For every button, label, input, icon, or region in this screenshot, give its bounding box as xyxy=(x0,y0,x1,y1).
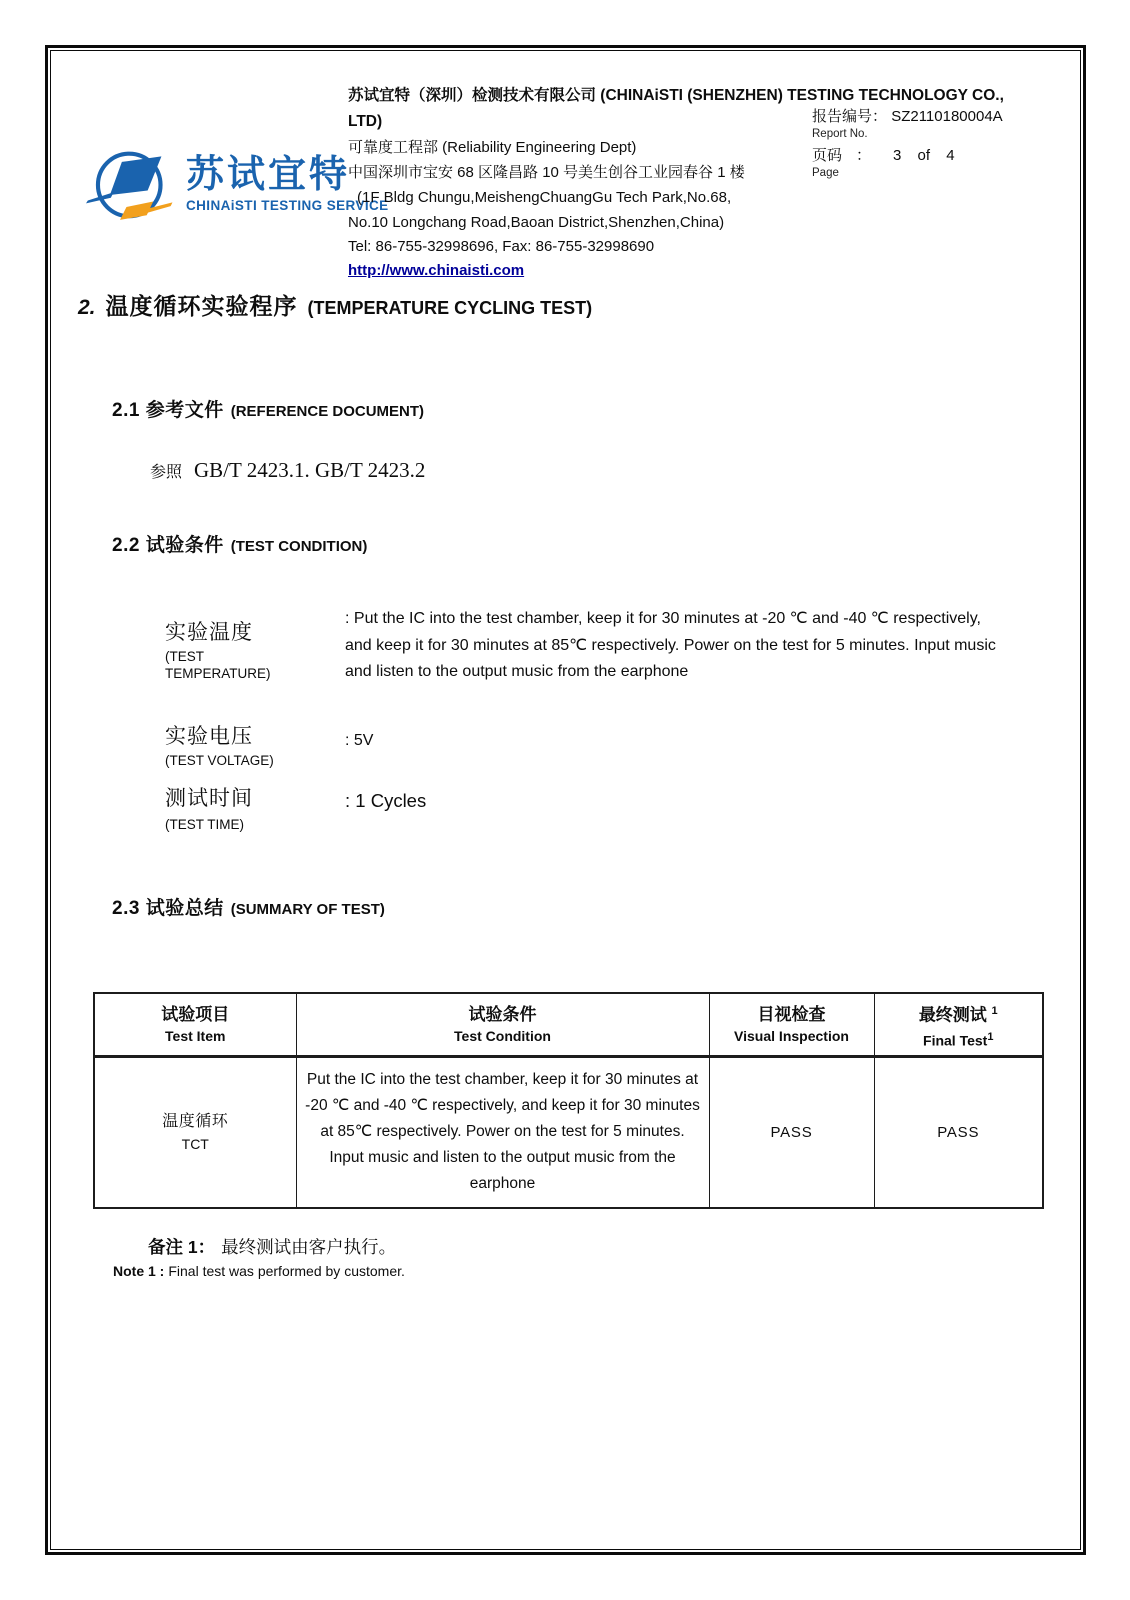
test-voltage-value: : 5V xyxy=(345,732,374,749)
company-name: 苏试宜特（深圳）检测技术有限公司 (CHINAiSTI (SHENZHEN) TESTING TECHNOLOGY CO., LTD) xyxy=(348,87,1004,130)
test-time-value: : 1 Cycles xyxy=(345,790,427,811)
cell-test-item: 温度循环 TCT xyxy=(94,1056,296,1208)
test-voltage-label-cn: 实验电压 xyxy=(165,725,253,748)
section-2-2-heading-en: (TEST CONDITION) xyxy=(230,538,368,555)
company-address-en-line2: No.10 Longchang Road,Baoan District,Shenzhen,China) xyxy=(348,214,725,231)
section-2-2-heading-cn: 2.2 试验条件 xyxy=(112,535,224,556)
header-visual-inspection: 目视检查 Visual Inspection xyxy=(709,993,874,1056)
page-number-value: 3 of 4 xyxy=(893,147,955,164)
note-1-cn-text: 最终测试由客户执行。 xyxy=(221,1237,397,1257)
header-final-test: 最终测试 $^1$ Final Test$^1$ xyxy=(874,993,1043,1056)
test-time-label-en: (TEST TIME) xyxy=(165,817,245,832)
report-no-label-cn: 报告编号： xyxy=(812,108,888,125)
summary-table-header-row xyxy=(94,993,1043,1056)
section-2-title-en: (TEMPERATURE CYCLING TEST) xyxy=(307,298,593,318)
reference-document-body xyxy=(150,458,425,483)
company-address-cn: 中国深圳市宝安 68 区隆昌路 10 号美生创谷工业园春谷 1 楼 xyxy=(348,164,745,181)
report-meta xyxy=(812,107,1084,185)
page-label-en: Page xyxy=(812,167,839,179)
note-1-en-text: Final test was performed by customer. xyxy=(168,1263,405,1279)
reference-standards: GB/T 2423.1. GB/T 2423.2 xyxy=(194,458,426,482)
header-test-item: 试验项目 Test Item xyxy=(94,993,296,1056)
section-2-3-heading-en: (SUMMARY OF TEST) xyxy=(230,901,385,918)
cell-test-condition: Put the IC into the test chamber, keep it for 30 minutes at -20 ℃ and -40 ℃ respectively, and keep it for 30 minutes at 85℃ respectively. Power on the test for 5 minutes. Input music and listen to the output music from the earphone xyxy=(296,1056,709,1208)
test-time-label-cn: 测试时间 xyxy=(165,787,253,810)
note-1-cn xyxy=(148,1234,396,1259)
section-2-1-heading xyxy=(112,395,424,422)
section-2-title-cn: 温度循环实验程序 xyxy=(105,293,298,319)
logo-cn-text: 苏试宜特 xyxy=(186,153,351,196)
test-temperature-label-en: (TEST TEMPERATURE) xyxy=(165,649,271,681)
company-tel-fax: Tel: 86-755-32998696, Fax: 86-755-32998690 xyxy=(348,238,655,255)
report-no-value: SZ2110180004A xyxy=(891,108,1003,125)
chinaisti-logo-icon xyxy=(86,138,178,230)
note-1-en xyxy=(113,1263,405,1279)
test-temperature-value: : Put the IC into the test chamber, keep it for 30 minutes at -20 ℃ and -40 ℃ respectively, and keep it for 30 minutes at 85℃ respectively. Power on the test for 5 minutes. Input music and listen to the output music from the earphone xyxy=(345,610,996,680)
section-2-1-heading-en: (REFERENCE DOCUMENT) xyxy=(230,403,425,420)
section-2-3-heading xyxy=(112,893,385,920)
summary-table xyxy=(93,992,1044,1209)
note-1-en-label: Note 1 : xyxy=(113,1263,165,1279)
test-voltage-label-en: (TEST VOLTAGE) xyxy=(165,753,274,768)
note-1-cn-label: 备注 1： xyxy=(148,1237,216,1257)
company-logo xyxy=(86,138,389,230)
company-dept: 可靠度工程部 (Reliability Engineering Dept) xyxy=(348,139,637,156)
section-2-2-heading xyxy=(112,530,367,557)
table-row xyxy=(94,1056,1043,1208)
cell-visual-inspection-result: PASS xyxy=(709,1056,874,1208)
cell-final-test-result: PASS xyxy=(874,1056,1043,1208)
section-2-title xyxy=(78,288,592,321)
section-2-3-heading-cn: 2.3 试验总结 xyxy=(112,898,224,919)
section-2-number: 2. xyxy=(78,296,96,319)
section-2-1-heading-cn: 2.1 参考文件 xyxy=(112,400,224,421)
report-no-label-en: Report No. xyxy=(812,128,868,140)
test-temperature-label-cn: 实验温度 xyxy=(165,621,253,644)
header-test-condition: 试验条件 Test Condition xyxy=(296,993,709,1056)
page-colon: ： xyxy=(856,147,872,164)
company-website-link[interactable]: http://www.chinaisti.com xyxy=(348,262,525,279)
page-label-cn: 页码 xyxy=(812,147,843,164)
reference-prefix: 参照 xyxy=(150,464,183,481)
logo-en-text: CHINAiSTI TESTING SERVICE xyxy=(186,198,389,214)
company-address-en-line1: (1F Bldg Chungu,MeishengChuangGu Tech Park,No.68, xyxy=(357,189,732,206)
